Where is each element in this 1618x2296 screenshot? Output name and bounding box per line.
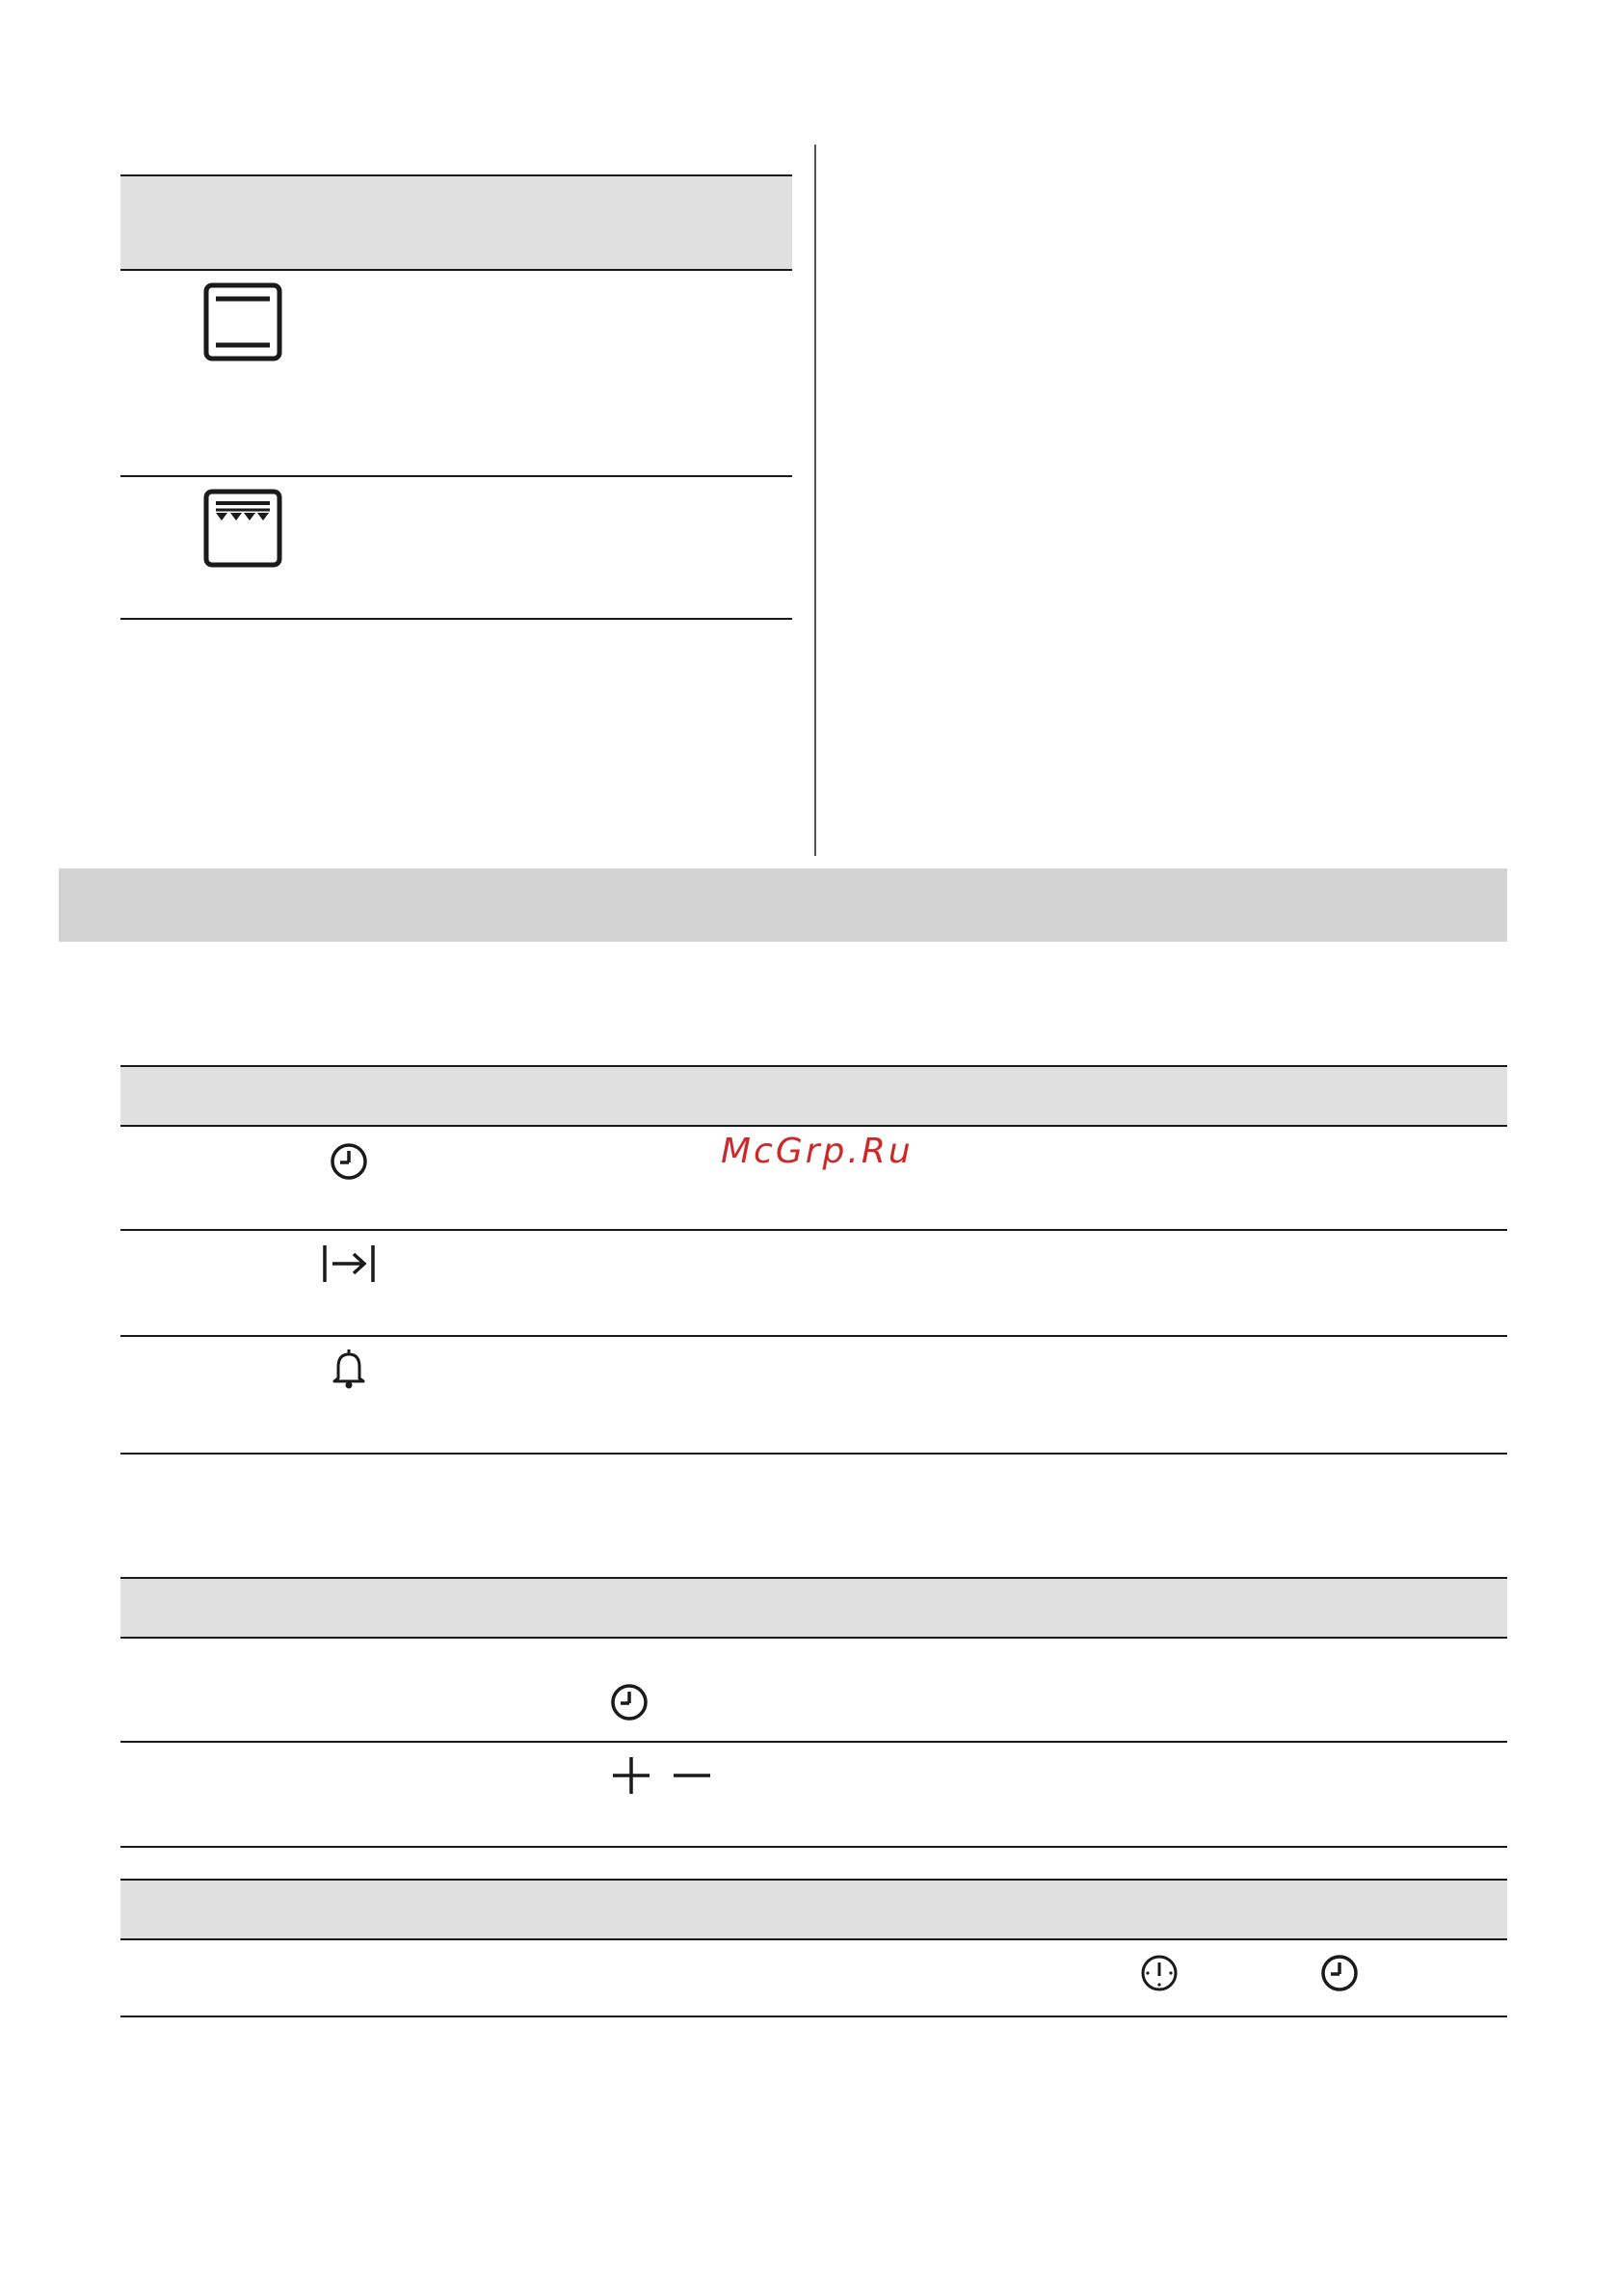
heating-table-header xyxy=(120,175,792,269)
setting-steps-row-rule xyxy=(120,1741,1507,1743)
duration-icon xyxy=(321,1243,377,1284)
clock-dial-icon xyxy=(1139,1953,1180,1993)
setting-steps-table-bottom-rule xyxy=(120,1846,1507,1848)
clock-icon xyxy=(1319,1953,1360,1993)
conventional-cooking-icon xyxy=(203,282,282,361)
section-heading-band xyxy=(59,868,1507,942)
time-change-table-header xyxy=(120,1880,1507,1938)
clock-icon xyxy=(329,1141,369,1182)
column-divider xyxy=(814,145,816,856)
setting-steps-table-header xyxy=(120,1578,1507,1637)
clock-functions-table-bottom-rule xyxy=(120,1453,1507,1455)
plus-icon xyxy=(611,1755,651,1796)
time-change-table-header-rule xyxy=(120,1938,1507,1940)
time-change-table-bottom-rule xyxy=(120,2016,1507,2017)
heating-table-bottom-rule xyxy=(120,618,792,620)
clock-functions-row-rule xyxy=(120,1229,1507,1231)
heating-table-row-rule xyxy=(120,475,792,477)
heating-table-top-rule xyxy=(120,174,792,176)
watermark-text: McGrp.Ru xyxy=(721,1132,914,1171)
setting-steps-table-top-rule xyxy=(120,1577,1507,1579)
clock-functions-table-header-rule xyxy=(120,1125,1507,1127)
heating-table-header-rule xyxy=(120,269,792,271)
top-heat-icon xyxy=(203,489,282,568)
clock-functions-table-top-rule xyxy=(120,1065,1507,1067)
clock-icon xyxy=(609,1682,650,1722)
setting-steps-table-header-rule xyxy=(120,1637,1507,1639)
time-change-table-top-rule xyxy=(120,1879,1507,1881)
clock-functions-row-rule xyxy=(120,1335,1507,1337)
clock-functions-table-header xyxy=(120,1066,1507,1125)
bell-icon xyxy=(330,1348,368,1390)
minus-icon xyxy=(672,1755,712,1796)
